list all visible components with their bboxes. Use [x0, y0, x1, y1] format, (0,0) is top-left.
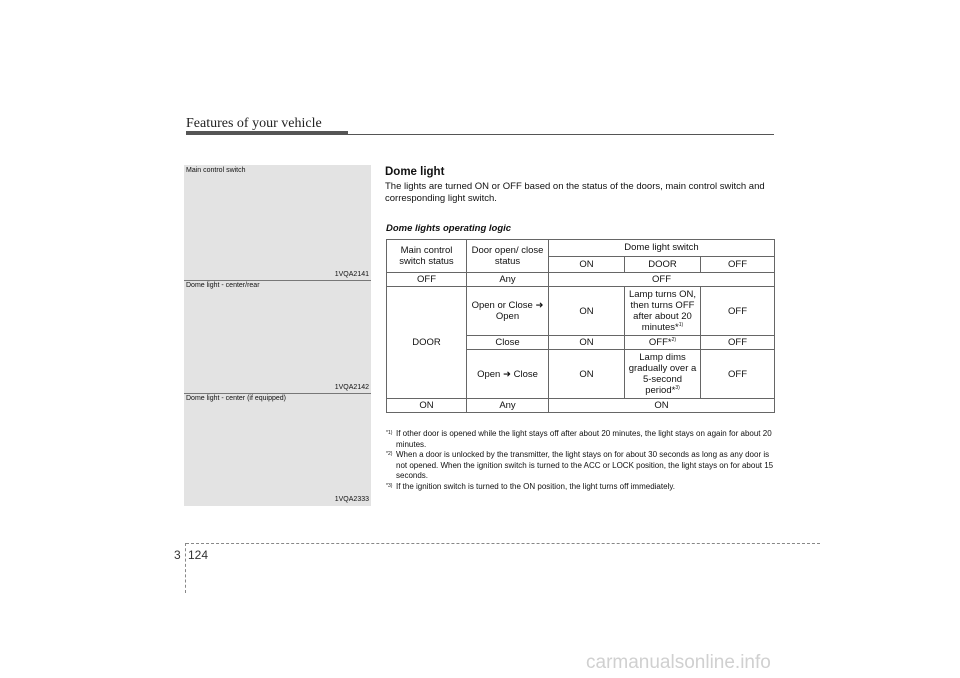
cell-text: Close	[513, 368, 538, 380]
footnote	[386, 482, 776, 493]
header-main-switch: Main control switch status	[387, 240, 467, 273]
cell-text: Lamp dims gradually over a 5-second period*	[628, 352, 697, 396]
cell-on: ON	[549, 336, 625, 350]
table-title: Dome lights operating logic	[386, 223, 512, 234]
cell-on: ON	[549, 350, 625, 399]
footnote-text: If the ignition switch is turned to the ON position, the light turns off immediately.	[396, 481, 675, 491]
image-divider	[184, 393, 371, 394]
image-dome-light-center-rear	[184, 280, 371, 394]
chapter-number: 3	[174, 548, 181, 562]
image-caption: Dome light - center/rear	[186, 282, 260, 289]
cell-main-on: ON	[387, 399, 467, 413]
cell-result-on: ON	[549, 399, 775, 413]
cell-off: OFF	[701, 350, 775, 399]
header-off: OFF	[701, 256, 775, 273]
arrow-icon: ➜	[535, 300, 544, 311]
header-door-position: DOOR	[625, 256, 701, 273]
footnote-text: When a door is unlocked by the transmitter, the light stays on for about 30 seconds as long as any door is not opened. When the ignition switch is turned to the ACC or LOCK position, the light stays on for about 15 seconds.	[396, 450, 774, 480]
cell-text: Open	[477, 368, 501, 380]
footer-rule-vertical	[185, 543, 186, 593]
image-caption: Dome light - center (if equipped)	[186, 395, 286, 402]
cell-door-open-close	[467, 350, 549, 399]
footnote-mark: 2)	[671, 336, 677, 343]
image-main-control-switch	[184, 165, 371, 281]
cell-door-pos-result	[625, 336, 701, 350]
footnote-marker: *1)	[386, 430, 393, 436]
cell-door-close: Close	[467, 336, 549, 350]
footnote-text: If other door is opened while the light stays off after about 20 minutes, the light stays on again for about 20 minutes.	[396, 429, 772, 449]
cell-text: Open	[495, 311, 520, 322]
cell-main-door: DOOR	[387, 287, 467, 399]
header-on: ON	[549, 256, 625, 273]
cell-door-any: Any	[467, 273, 549, 287]
cell-text: Open or Close	[471, 300, 533, 311]
image-divider	[184, 280, 371, 281]
cell-off: OFF	[701, 287, 775, 336]
footnote	[386, 429, 776, 450]
image-dome-light-center	[184, 393, 371, 506]
cell-door-pos-result	[625, 350, 701, 399]
cell-off: OFF	[701, 336, 775, 350]
cell-text: Lamp turns ON, then turns OFF after about 20 minutes*	[628, 289, 697, 333]
cell-door-pos-result	[625, 287, 701, 336]
page-header-title: Features of your vehicle	[186, 116, 322, 131]
footnote-marker: *2)	[386, 451, 393, 457]
section-body: The lights are turned ON or OFF based on the status of the doors, main control switch and corresponding light switch.	[385, 181, 765, 204]
footnote-mark: 1)	[678, 321, 684, 328]
footnote	[386, 450, 776, 482]
section-title: Dome light	[385, 166, 445, 178]
footnote-mark: 3)	[675, 384, 680, 391]
footnote-marker: *3)	[386, 482, 393, 489]
image-code: 1VQA2142	[334, 384, 369, 391]
page-number: 124	[188, 548, 209, 562]
footnotes	[386, 429, 776, 492]
cell-main-off: OFF	[387, 273, 467, 287]
header-door-status: Door open/ close status	[467, 240, 549, 273]
watermark: carmanualsonline.info	[586, 652, 771, 673]
footer-rule	[186, 543, 820, 544]
cell-on: ON	[549, 287, 625, 336]
image-caption: Main control switch	[186, 167, 246, 174]
cell-result-off: OFF	[549, 273, 775, 287]
image-code: 1VQA2141	[334, 271, 369, 278]
header-rule	[186, 134, 774, 135]
cell-door-open-or-close	[467, 287, 549, 336]
dome-logic-table	[386, 239, 775, 413]
header-dome-switch: Dome light switch	[549, 240, 775, 257]
cell-text: OFF*	[648, 337, 672, 348]
image-code: 1VQA2333	[334, 496, 369, 503]
arrow-icon: ➜	[502, 368, 511, 380]
cell-door-any: Any	[467, 399, 549, 413]
